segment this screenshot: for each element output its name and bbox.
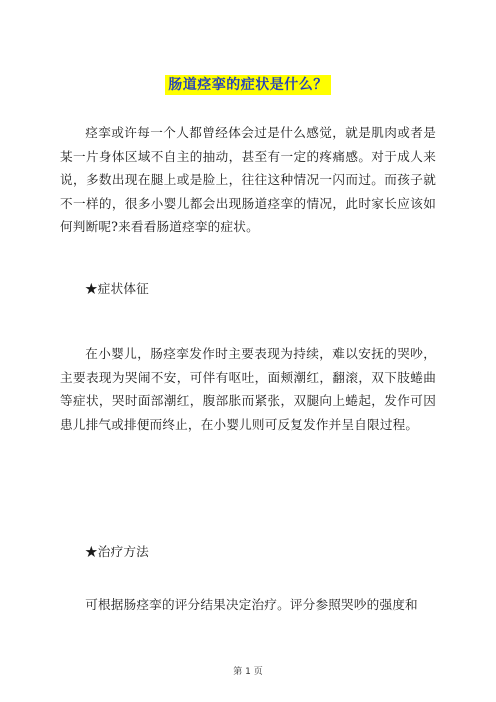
document-title: 肠道痉挛的症状是什么？ xyxy=(165,75,331,95)
section-heading-treatment: ★治疗方法 xyxy=(85,544,149,559)
title-container xyxy=(0,74,496,95)
treatment-paragraph: 可根据肠痉挛的评分结果决定治疗。评分参照哭吵的强度和 xyxy=(85,597,418,612)
section-heading-symptoms: ★症状体征 xyxy=(85,281,149,296)
intro-paragraph: 痉挛或许每一个人都曾经体会过是什么感觉，就是肌肉或者是某一片身体区域不自主的抽动，甚至有一定的疼痛感。对于成人来说，多数出现在腿上或是脸上，往往这种情况一闪而过。而孩子就不一样的，很多小婴儿都会出现肠道痉挛的情况，此时家长应该如何判断呢?来看看肠道痉挛的症状。 xyxy=(60,125,436,234)
symptoms-paragraph: 在小婴儿，肠痉挛发作时主要表现为持续，难以安抚的哭吵，主要表现为哭闹不安，可伴有呕吐，面颊潮红，翻滚，双下肢蜷曲等症状，哭时面部潮红，腹部胀而紧张，双腿向上蜷起，发作可因患儿排气或排便而终止，在小婴儿则可反复发作并呈自限过程。 xyxy=(60,346,436,432)
page-number: 第 1 页 xyxy=(233,667,263,677)
